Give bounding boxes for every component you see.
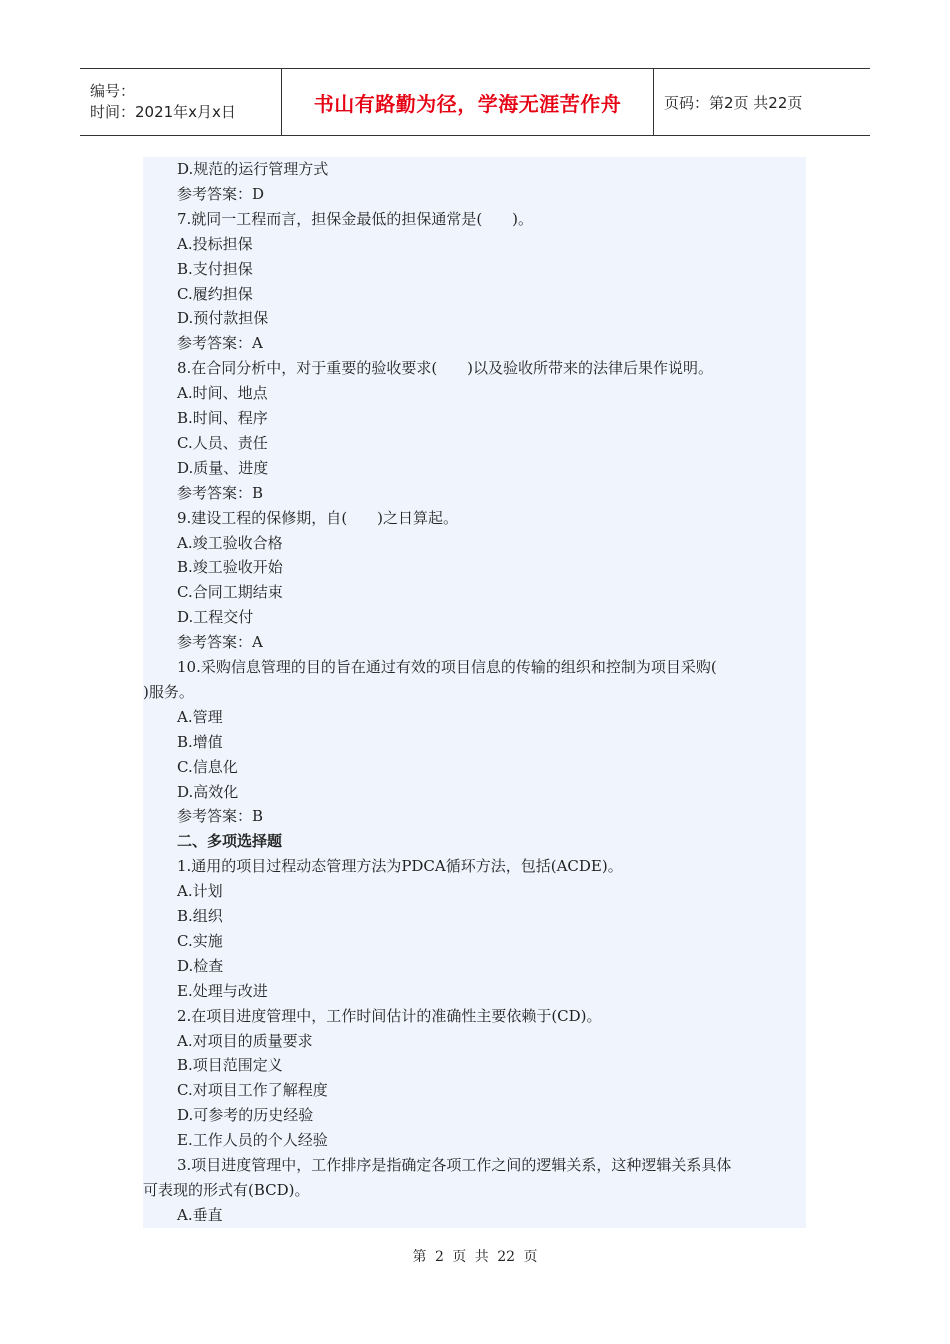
text-line: 10.采购信息管理的目的旨在通过有效的项目信息的传输的组织和控制为项目采购( xyxy=(177,658,717,676)
text-line: B.组织 xyxy=(177,907,223,925)
text-line: B.项目范围定义 xyxy=(177,1056,283,1075)
text-line: E.工作人员的个人经验 xyxy=(177,1131,328,1150)
document-date: 时间：2021年x月x日 xyxy=(90,103,236,121)
document-number-label: 编号： xyxy=(90,82,136,100)
page-footer: 第 2 页 共 22 页 xyxy=(412,1249,538,1265)
text-line: E.处理与改进 xyxy=(177,981,268,1000)
text-line: D.质量、进度 xyxy=(177,458,269,477)
text-line: C.履约担保 xyxy=(177,284,253,303)
text-line: 7.就同一工程而言，担保金最低的担保通常是( )。 xyxy=(177,209,534,228)
text-line: C.实施 xyxy=(177,931,223,950)
text-line: A.对项目的质量要求 xyxy=(177,1031,313,1050)
text-line: A.计划 xyxy=(177,882,223,901)
text-line: 参考答案：A xyxy=(177,334,263,353)
text-line: C.对项目工作了解程度 xyxy=(177,1081,328,1100)
header-page-info-cell xyxy=(654,69,870,135)
text-line: D.检查 xyxy=(177,956,224,975)
header-meta xyxy=(80,69,282,135)
text-line: 2.在项目进度管理中，工作时间估计的准确性主要依赖于(CD)。 xyxy=(177,1006,602,1025)
text-line: 8.在合同分析中，对于重要的验收要求( )以及验收所带来的法律后果作说明。 xyxy=(177,359,714,378)
text-line: 9.建设工程的保修期，自( )之日算起。 xyxy=(177,508,459,527)
text-line: D.高效化 xyxy=(177,782,239,801)
text-line: 1.通用的项目过程动态管理方法为PDCA循环方法，包括(ACDE)。 xyxy=(177,857,623,876)
text-line: A.投标担保 xyxy=(177,234,253,253)
text-line: D.可参考的历史经验 xyxy=(177,1106,314,1125)
text-line: )服务。 xyxy=(143,682,194,701)
text-line: D.规范的运行管理方式 xyxy=(177,160,329,178)
text-line: 参考答案：A xyxy=(177,633,263,652)
text-line: C.合同工期结束 xyxy=(177,583,283,602)
text-line: C.人员、责任 xyxy=(177,433,268,452)
page-header xyxy=(80,68,870,136)
text-line: A.竣工验收合格 xyxy=(177,533,283,552)
section-heading: 二、多项选择题 xyxy=(177,832,283,851)
text-line: 参考答案：D xyxy=(177,184,265,203)
text-line: A.垂直 xyxy=(177,1205,223,1224)
header-motto: 书山有路勤为径，学海无涯苦作舟 xyxy=(313,91,622,116)
header-motto-cell xyxy=(282,69,654,135)
text-line: B.支付担保 xyxy=(177,259,253,278)
text-line: D.预付款担保 xyxy=(177,309,269,328)
text-line: C.信息化 xyxy=(177,757,238,776)
header-page-info: 页码：第2页 共22页 xyxy=(664,93,803,112)
text-line: B.增值 xyxy=(177,732,223,751)
text-line: A.时间、地点 xyxy=(177,384,268,403)
text-line: A.管理 xyxy=(177,707,223,726)
text-line: 可表现的形式有(BCD)。 xyxy=(143,1180,310,1199)
text-line: 参考答案：B xyxy=(177,483,264,502)
text-line: D.工程交付 xyxy=(177,608,254,627)
text-line: B.竣工验收开始 xyxy=(177,558,283,577)
text-line: 参考答案：B xyxy=(177,807,264,826)
document-body xyxy=(143,157,806,1228)
text-line: B.时间、程序 xyxy=(177,409,268,427)
text-line: 3.项目进度管理中，工作排序是指确定各项工作之间的逻辑关系，这种逻辑关系具体 xyxy=(177,1156,732,1174)
